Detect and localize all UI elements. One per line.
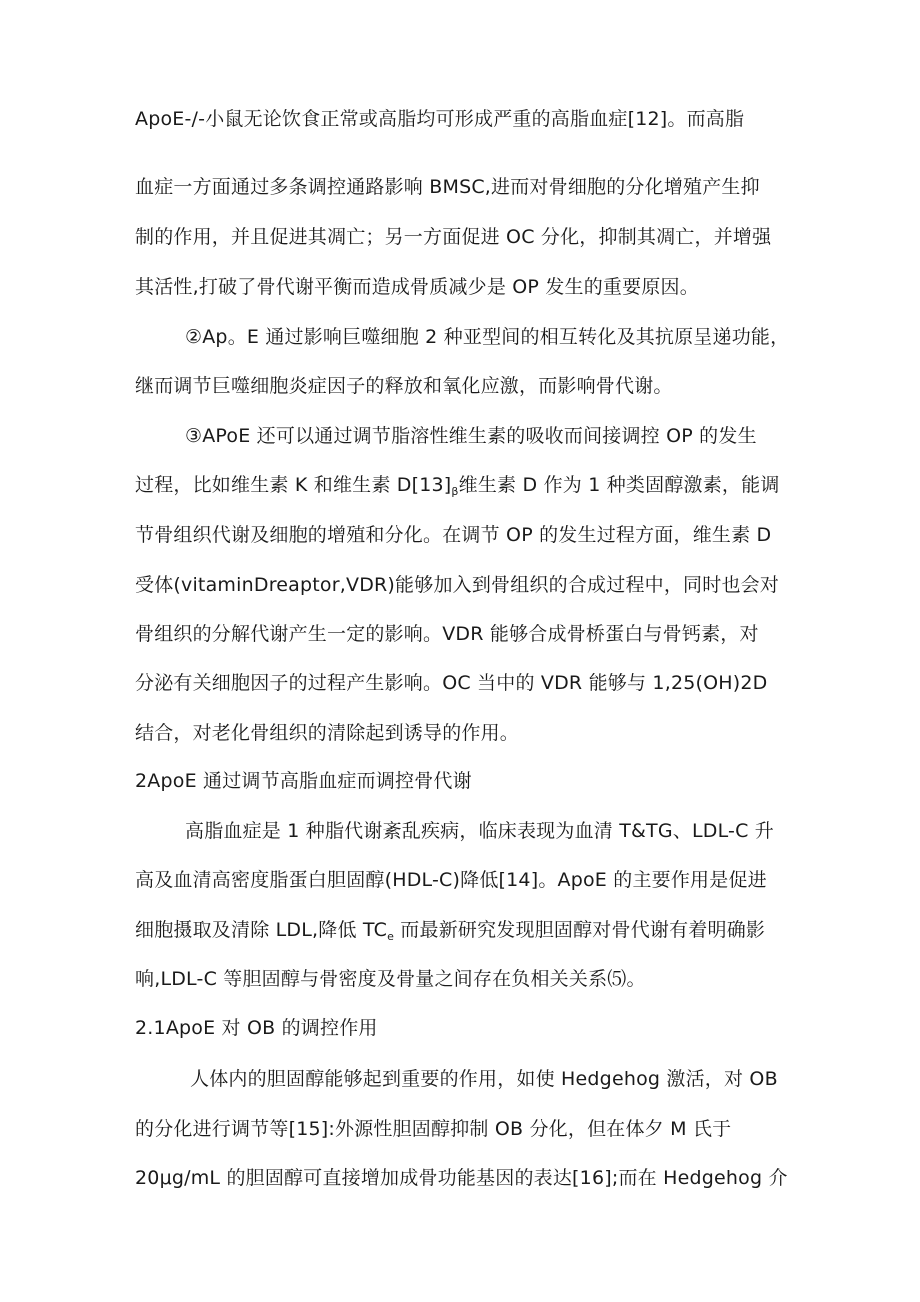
text-line-20: 20μg∕mL 的胆固醇可直接增加成骨功能基因的表达[16];而在 Hedgehog 介	[135, 1167, 788, 1189]
section-heading-2-1: 2.1ApoE 对 OB 的调控作用	[135, 1017, 378, 1039]
text-line-14: 高脂血症是 1 种脂代谢紊乱疾病，临床表现为血清 T&TG、LDL-C 升	[185, 820, 774, 842]
text-line-5: ②Ap。E 通过影响巨噬细胞 2 种亚型间的相互转化及其抗原呈递功能，	[185, 326, 790, 348]
text-line-8-part-2: 维生素 D 作为 1 种类固醇激素，能调	[458, 474, 780, 496]
text-line-16-part-1: 细胞摄取及清除 LDL,降低 TC	[135, 919, 388, 941]
text-line-9: 节骨组织代谢及细胞的增殖和分化。在调节 OP 的发生过程方面，维生素 D	[135, 524, 772, 546]
text-line-13: 结合，对老化骨组织的清除起到诱导的作用。	[135, 722, 520, 744]
text-line-6: 继而调节巨噬细胞炎症因子的释放和氧化应激，而影响骨代谢。	[135, 375, 673, 397]
text-line-10: 受体(vitaminDreaptor,VDR)能够加入到骨组织的合成过程中，同时也会对	[135, 574, 780, 596]
text-line-16-part-2: 而最新研究发现胆固醇对骨代谢有着明确影	[394, 919, 766, 941]
text-line-8	[135, 473, 780, 504]
text-line-11: 骨组织的分解代谢产生一定的影响。VDR 能够合成骨桥蛋白与骨钙素，对	[135, 623, 759, 645]
text-line-7: ③APoE 还可以通过调节脂溶性维生素的吸收而间接调控 OP 的发生	[185, 425, 757, 447]
text-line-16	[135, 918, 765, 949]
text-line-8-part-1: 过程，比如维生素 K 和维生素 D[13]	[135, 474, 452, 496]
text-line-17: 响,LDL-C 等胆固醇与骨密度及骨量之间存在负相关关系⑸。	[135, 968, 646, 990]
text-line-3: 制的作用，并且促进其凋亡；另一方面促进 OC 分化，抑制其凋亡，并增强	[135, 226, 772, 248]
section-heading-2: 2ApoE 通过调节高脂血症而调控骨代谢	[135, 770, 472, 792]
text-line-18: 人体内的胆固醇能够起到重要的作用，如使 Hedgehog 激活，对 OB	[190, 1068, 778, 1090]
text-line-19: 的分化进行调节等[15]:外源性胆固醇抑制 OB 分化，但在体夕 M 氏于	[135, 1118, 732, 1140]
text-line-4: 其活性,打破了骨代谢平衡而造成骨质减少是 OP 发生的重要原因。	[135, 276, 699, 298]
text-line-2: 血症一方面通过多条调控通路影响 BMSC,进而对骨细胞的分化增殖产生抑	[135, 176, 760, 198]
text-line-12: 分泌有关细胞因子的过程产生影响。OC 当中的 VDR 能够与 1,25(OH)2D	[135, 672, 768, 694]
subscript-beta: β	[451, 485, 459, 498]
text-line-1: ApoE-/-小鼠无论饮食正常或高脂均可形成严重的高脂血症[12]。而高脂	[135, 108, 745, 130]
text-line-15: 高及血清高密度脂蛋白胆固醇(HDL-C)降低[14]。ApoE 的主要作用是促进	[135, 869, 767, 891]
subscript-e: e	[387, 930, 395, 943]
